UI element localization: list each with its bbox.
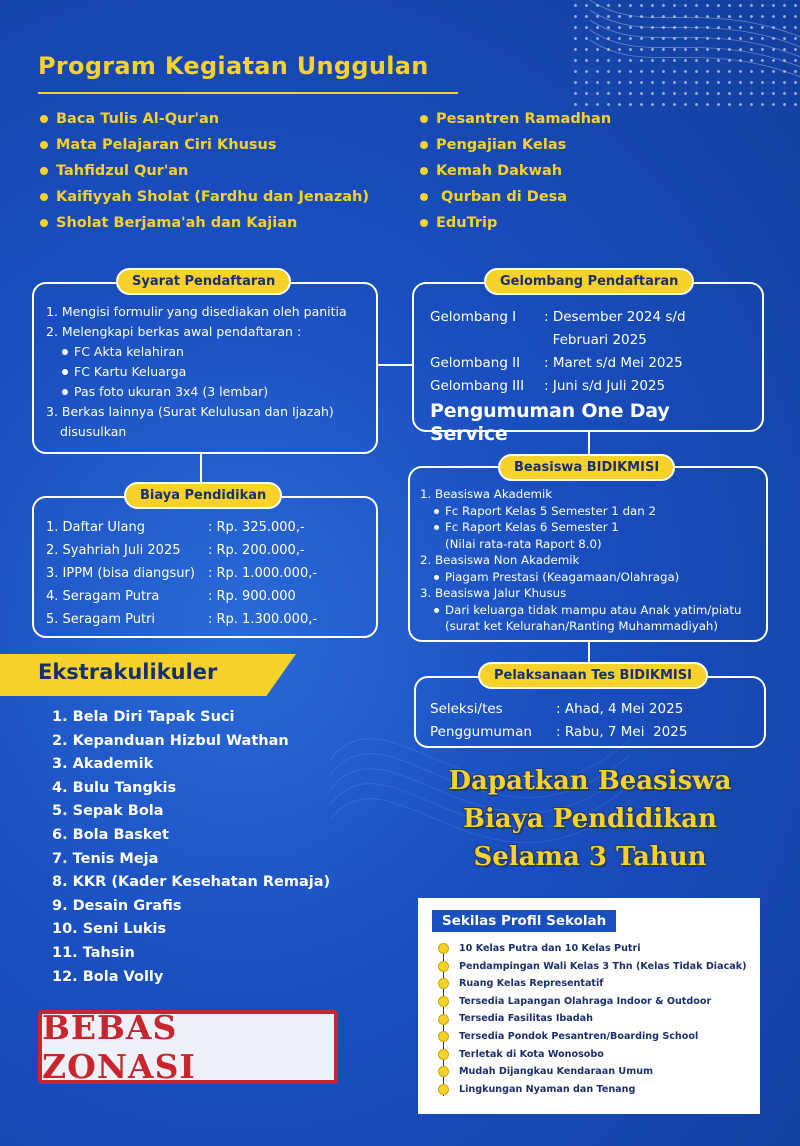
list-item: Fc Raport Kelas 6 Semester 1 — [420, 519, 756, 536]
bullet-icon — [40, 115, 48, 123]
list-item: Dari keluarga tidak mampu atau Anak yatim/piatu — [420, 602, 756, 619]
table-row: 4. Seragam Putra : Rp. 900.000 — [46, 589, 296, 604]
timeline-dot-icon — [438, 1066, 449, 1077]
title-underline — [38, 92, 458, 94]
list-item: Ruang Kelas Representatif — [438, 975, 747, 993]
table-row: Februari 2025 — [544, 332, 647, 348]
bullet-icon — [420, 193, 428, 201]
tes-label: Pelaksanaan Tes BIDIKMISI — [478, 662, 708, 689]
bullet-icon — [434, 608, 439, 613]
table-row: Gelombang III : Juni s/d Juli 2025 — [430, 378, 666, 394]
list-item: Pas foto ukuran 3x4 (3 lembar) — [46, 382, 364, 402]
bullet-icon — [62, 349, 68, 355]
list-item: Qurban di Desa — [420, 184, 611, 210]
timeline-dot-icon — [438, 943, 449, 954]
scholarship-slogan: Dapatkan Beasiswa Biaya Pendidikan Selama 3 Tahun — [448, 766, 732, 872]
list-item: 2. Kepanduan Hizbul Wathan — [52, 732, 289, 749]
list-item: Fc Raport Kelas 5 Semester 1 dan 2 — [420, 503, 756, 520]
timeline-dot-icon — [438, 1049, 449, 1060]
page-title: Program Kegiatan Unggulan — [38, 52, 429, 80]
biaya-pendidikan-box — [32, 496, 378, 638]
list-item: Tersedia Fasilitas Ibadah — [438, 1010, 747, 1028]
gelombang-pendaftaran-box — [412, 282, 764, 445]
connector-line — [378, 364, 412, 366]
list-item: 11. Tahsin — [52, 944, 135, 961]
bullet-icon — [434, 575, 439, 580]
list-item: Pengajian Kelas — [420, 132, 611, 158]
syarat-label: Syarat Pendaftaran — [116, 268, 291, 295]
bullet-icon — [434, 509, 439, 514]
bullet-icon — [420, 141, 428, 149]
profil-list — [438, 940, 747, 1098]
bullet-icon — [62, 369, 68, 375]
bullet-icon — [420, 115, 428, 123]
list-item: Kaifiyyah Sholat (Fardhu dan Jenazah) — [40, 184, 369, 210]
list-item: EduTrip — [420, 210, 611, 236]
list-item: Sholat Berjama'ah dan Kajian — [40, 210, 369, 236]
bullet-icon — [62, 389, 68, 395]
bullet-icon — [434, 525, 439, 530]
syarat-pendaftaran-box: 1. Mengisi formulir yang disediakan oleh panitia 2. Melengkapi berkas awal pendaftaran : FC Akta kelahiran FC Kartu Keluarga Pas foto ukuran 3x4 (3 lembar) 3. Berkas lainnya (Surat Kelulusan dan Ijazah) disusulkan — [32, 282, 378, 454]
list-item: Tersedia Pondok Pesantren/Boarding School — [438, 1028, 747, 1046]
bullet-icon — [40, 141, 48, 149]
table-row: Gelombang II : Maret s/d Mei 2025 — [430, 355, 683, 371]
list-item: Mata Pelajaran Ciri Khusus — [40, 132, 369, 158]
list-item: 8. KKR (Kader Kesehatan Remaja) — [52, 874, 331, 891]
list-item: 10 Kelas Putra dan 10 Kelas Putri — [438, 940, 747, 958]
timeline-dot-icon — [438, 1031, 449, 1042]
list-item: 6. Bola Basket — [52, 826, 169, 843]
list-item: 12. Bola Volly — [52, 968, 164, 985]
list-item: 4. Bulu Tangkis — [52, 779, 177, 796]
list-item: Pesantren Ramadhan — [420, 106, 611, 132]
announcement-text: Pengumuman One Day Service — [430, 400, 670, 445]
timeline-dot-icon — [438, 1084, 449, 1095]
table-row: Penggumuman : Rabu, 7 Mei 2025 — [430, 724, 688, 740]
list-item: Baca Tulis Al-Qur'an — [40, 106, 369, 132]
list-item: Tahfidzul Qur'an — [40, 158, 369, 184]
beasiswa-label: Beasiswa BIDIKMISI — [498, 454, 675, 481]
table-row: Gelombang I : Desember 2024 s/d — [430, 309, 686, 325]
list-item: Tersedia Lapangan Olahraga Indoor & Outdoor — [438, 993, 747, 1011]
list-item: Mudah Dijangkau Kendaraan Umum — [438, 1063, 747, 1081]
program-list-left — [40, 106, 369, 236]
beasiswa-bidikmisi-box: 1. Beasiswa Akademik Fc Raport Kelas 5 Semester 1 dan 2 Fc Raport Kelas 6 Semester 1 (Nilai rata-rata Raport 8.0) 2. Beasiswa Non Akademik Piagam Prestasi (Keagamaan/Olahraga) 3. Beasiswa Jalur Khusus Dari keluarga tidak mampu atau Anak yatim/piatu (surat ket Kelurahan/Ranting Muhammadiyah) — [408, 466, 768, 642]
bebas-zonasi-stamp: BEBAS ZONASI — [38, 1010, 338, 1084]
list-item: 7. Tenis Meja — [52, 850, 159, 867]
biaya-label: Biaya Pendidikan — [124, 482, 282, 509]
profil-sekolah-card — [418, 898, 760, 1114]
table-row: 5. Seragam Putri : Rp. 1.300.000,- — [46, 612, 318, 627]
timeline-dot-icon — [438, 1014, 449, 1025]
list-item: Lingkungan Nyaman dan Tenang — [438, 1081, 747, 1099]
timeline-dot-icon — [438, 996, 449, 1007]
program-list-right — [420, 106, 611, 236]
table-row: 3. IPPM (bisa diangsur) : Rp. 1.000.000,- — [46, 566, 318, 581]
list-item: FC Kartu Keluarga — [46, 362, 364, 382]
list-item: 5. Sepak Bola — [52, 803, 164, 820]
ekstra-list — [52, 706, 330, 989]
table-row: Seleksi/tes : Ahad, 4 Mei 2025 — [430, 701, 684, 717]
list-item: 1. Bela Diri Tapak Suci — [52, 709, 235, 725]
ekstra-title: Ekstrakulikuler — [38, 660, 218, 684]
bullet-icon — [420, 167, 428, 175]
bullet-icon — [40, 167, 48, 175]
list-item: 3. Akademik — [52, 756, 154, 773]
list-item: Kemah Dakwah — [420, 158, 611, 184]
list-item: Pendampingan Wali Kelas 3 Thn (Kelas Tidak Diacak) — [438, 958, 747, 976]
timeline-dot-icon — [438, 978, 449, 989]
table-row: 1. Daftar Ulang : Rp. 325.000,- — [46, 520, 305, 535]
table-row: 2. Syahriah Juli 2025 : Rp. 200.000,- — [46, 543, 305, 558]
timeline-dot-icon — [438, 961, 449, 972]
gelombang-label: Gelombang Pendaftaran — [484, 268, 694, 295]
list-item: 10. Seni Lukis — [52, 921, 167, 938]
list-item: 9. Desain Grafis — [52, 897, 182, 914]
bullet-icon — [40, 193, 48, 201]
profil-title: Sekilas Profil Sekolah — [432, 910, 616, 932]
bullet-icon — [40, 219, 48, 227]
list-item: FC Akta kelahiran — [46, 342, 364, 362]
list-item: Piagam Prestasi (Keagamaan/Olahraga) — [420, 569, 756, 586]
list-item: Terletak di Kota Wonosobo — [438, 1046, 747, 1064]
bullet-icon — [420, 219, 428, 227]
